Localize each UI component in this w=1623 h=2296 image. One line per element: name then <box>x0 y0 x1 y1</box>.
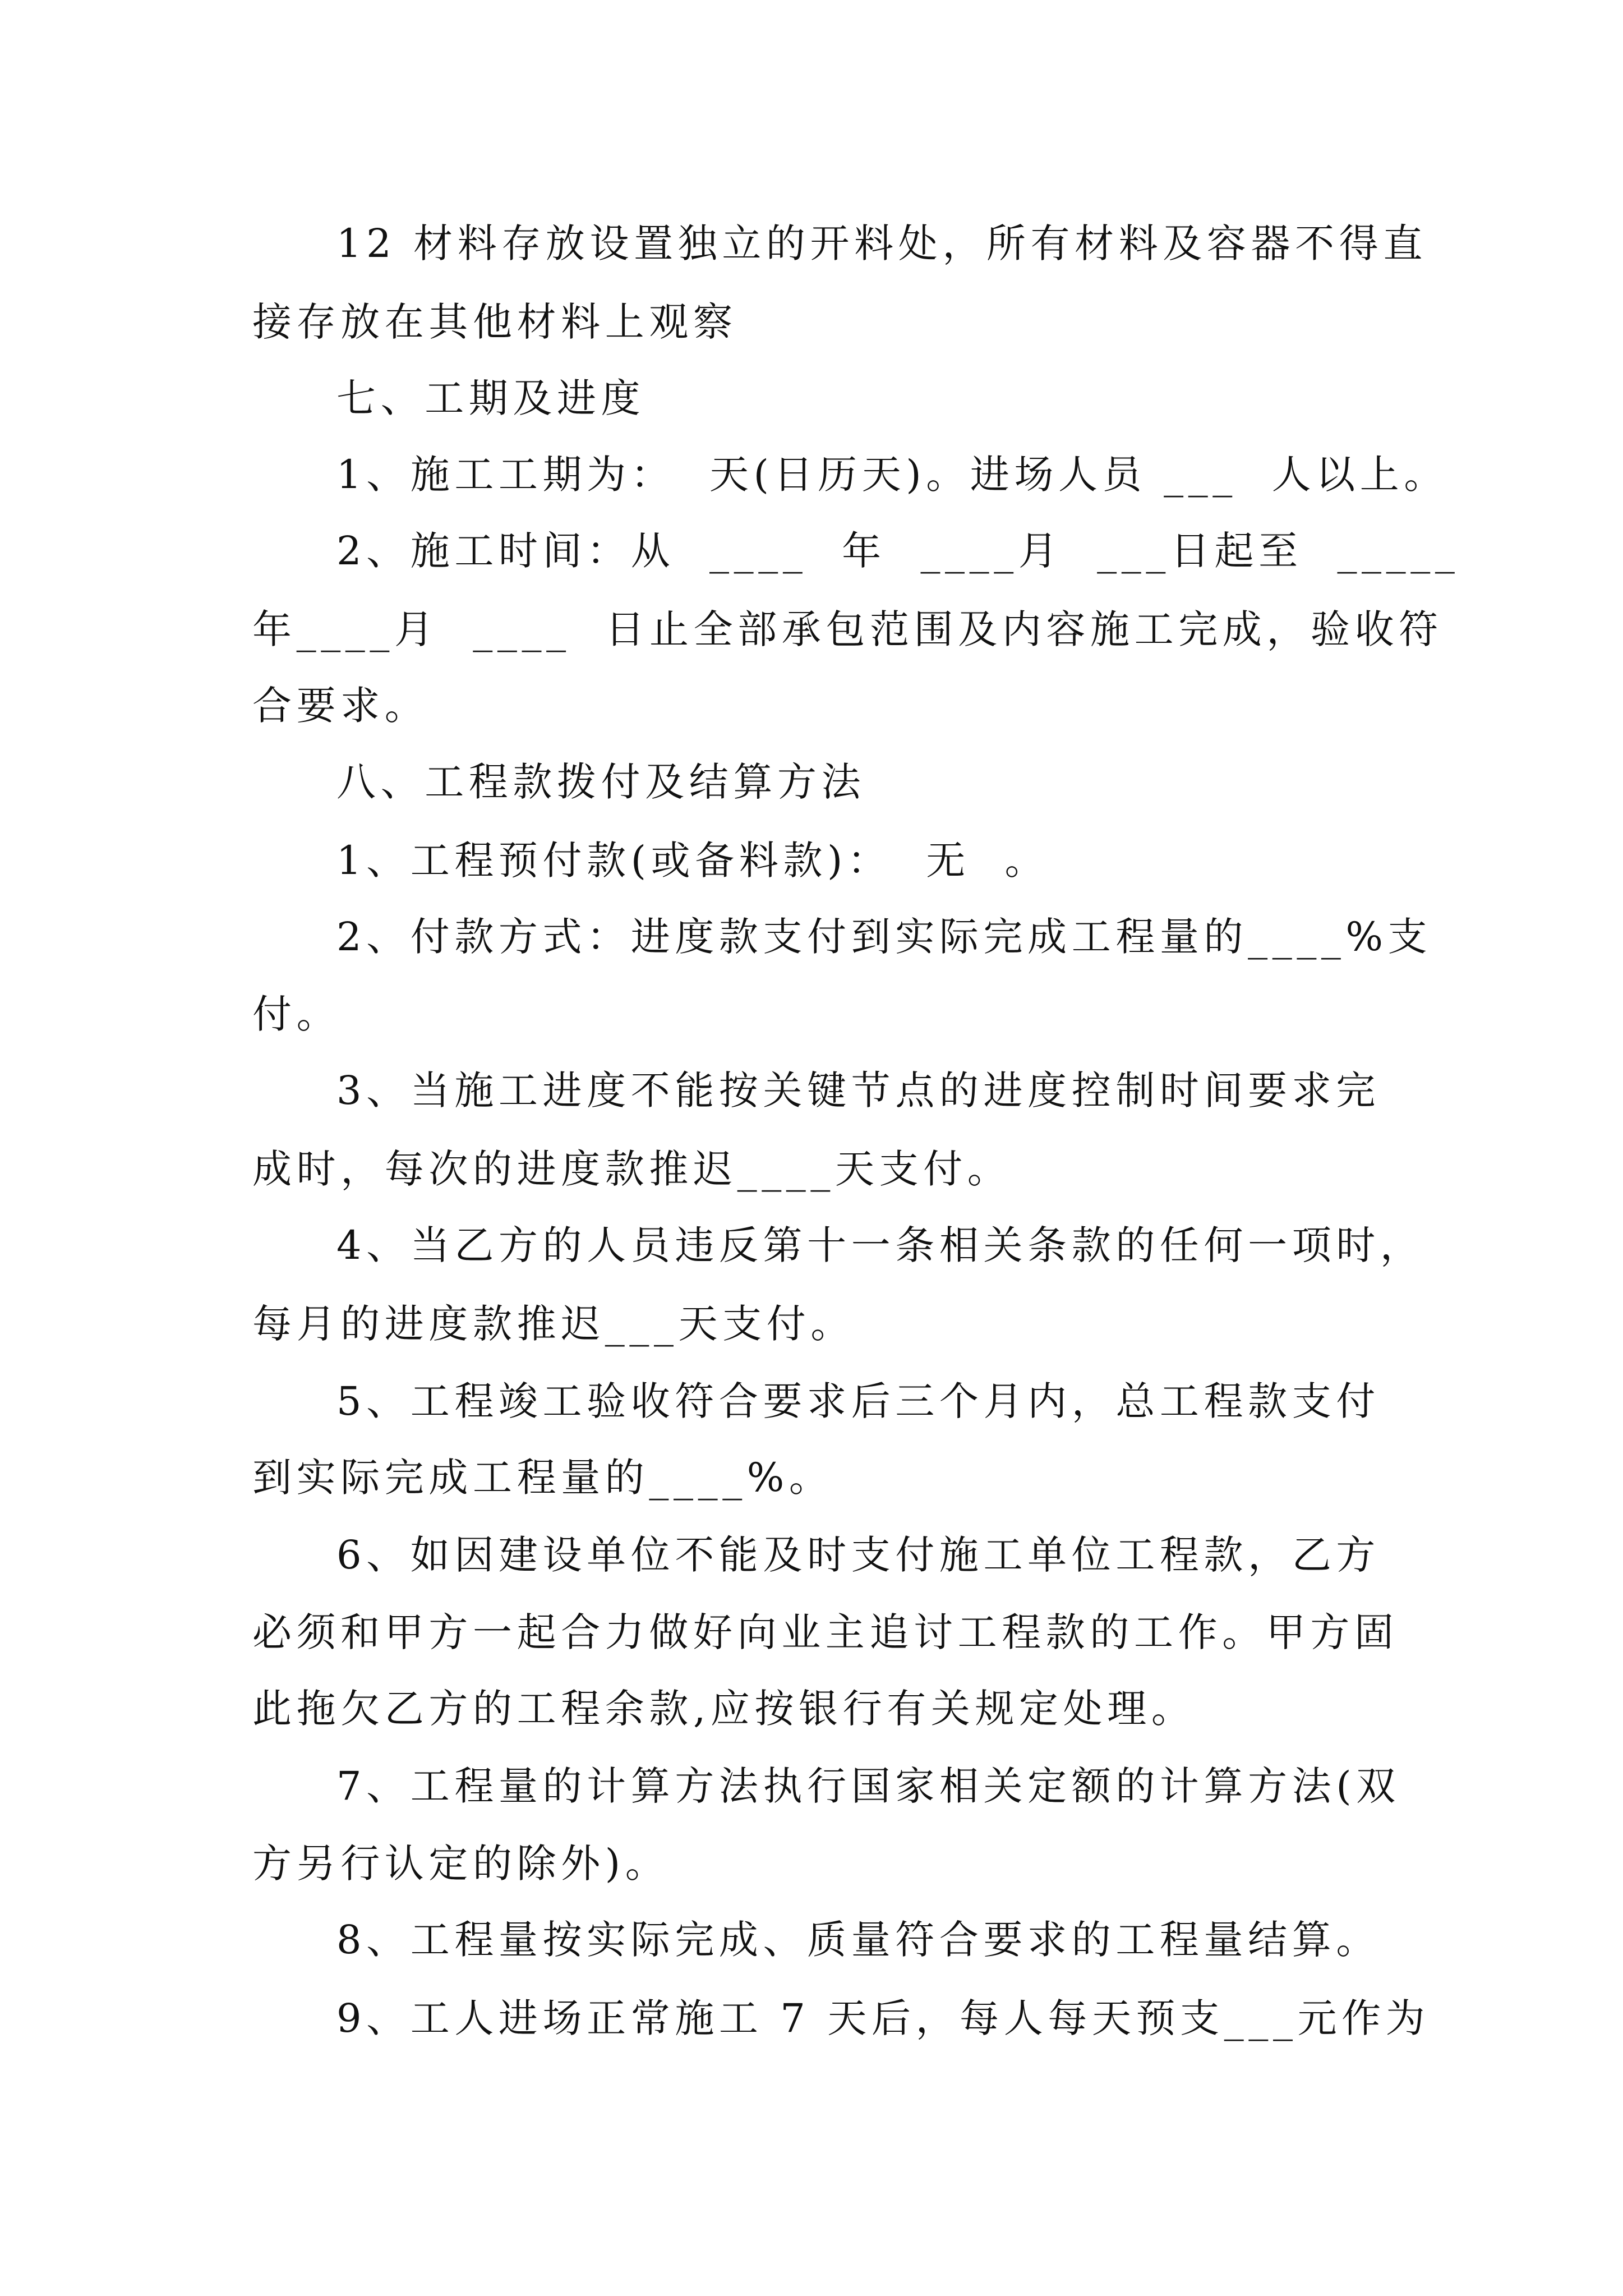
text-line: 6、如因建设单位不能及时支付施工单位工程款，乙方 <box>336 1532 1380 1578</box>
text-line: 此拖欠乙方的工程余款,应按银行有关规定处理。 <box>252 1686 1196 1732</box>
text-line: 必须和甲方一起合力做好向业主追讨工程款的工作。甲方固 <box>252 1609 1399 1655</box>
text-line: 成时，每次的进度款推迟____天支付。 <box>252 1146 1012 1192</box>
text-line: 每月的进度款推迟___天支付。 <box>252 1301 855 1347</box>
text-line: 方另行认定的除外)。 <box>252 1841 670 1887</box>
text-line: 7、工程量的计算方法执行国家相关定额的计算方法(双 <box>336 1763 1400 1809</box>
section-heading-schedule: 七、工期及进度 <box>336 375 645 421</box>
text-line: 付。 <box>252 991 341 1037</box>
text-line: 12 材料存放设置独立的开料处，所有材料及容器不得直 <box>336 220 1427 266</box>
text-line: 4、当乙方的人员违反第十一条相关条款的任何一项时， <box>336 1222 1424 1268</box>
text-line: 接存放在其他材料上观察 <box>252 299 737 345</box>
text-line: 2、付款方式：进度款支付到实际完成工程量的____%支 <box>336 914 1432 960</box>
text-line: 8、工程量按实际完成、质量符合要求的工程量结算。 <box>336 1917 1380 1963</box>
text-line: 1、工程预付款(或备料款)： 无 。 <box>336 838 1049 884</box>
text-line: 9、工人进场正常施工 7 天后，每人每天预支___元作为 <box>336 1995 1430 2041</box>
text-line: 3、当施工进度不能按关键节点的进度控制时间要求完 <box>336 1068 1380 1114</box>
text-line: 年____月 ____ 日止全部承包范围及内容施工完成，验收符 <box>252 606 1443 652</box>
text-line: 1、施工工期为： 天(日历天)。进场人员 ___ 人以上。 <box>336 452 1449 498</box>
text-line: 5、工程竣工验收符合要求后三个月内，总工程款支付 <box>336 1378 1380 1424</box>
text-line: 合要求。 <box>252 683 429 729</box>
text-line: 2、施工时间：从 ____ 年 ____月 ___日起至 _____ <box>336 528 1460 574</box>
text-line: 到实际完成工程量的____%。 <box>252 1455 833 1501</box>
section-heading-payment: 八、工程款拨付及结算方法 <box>336 759 866 805</box>
